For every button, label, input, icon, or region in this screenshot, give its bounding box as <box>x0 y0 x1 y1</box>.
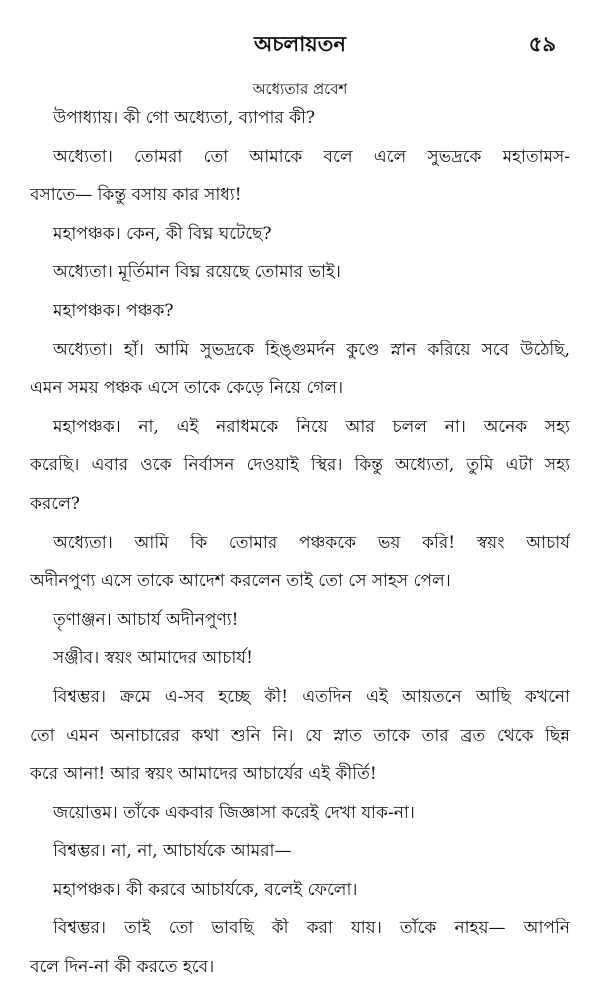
dialogue-line-continuation: করেছি। এবার ওকে নির্বাসন দেওয়াই স্থির। কিন্তু অধ্যেতা, তুমি এটা সহ্য <box>30 455 570 476</box>
stage-direction: অধ্যেতার প্রবেশ <box>252 80 348 98</box>
dialogue-line: তৃণাঞ্জন। আচার্য অদীনপুণ্য! <box>53 609 239 630</box>
running-title: অচলায়তন <box>254 31 346 56</box>
dialogue-line: অধ্যেতা। হাঁ। আমি সুভদ্রকে হিঙ্গুমর্দন কুণ্ডে স্নান করিয়ে সবে উঠেছি, <box>53 339 570 360</box>
page-number: ৫৯ <box>528 31 556 56</box>
dialogue-line: বিশ্বম্ভর। ক্রমে এ-সব হচ্ছে কী! এতদিন এই আয়তনে আছি কখনো <box>53 686 570 707</box>
page-header <box>0 24 600 58</box>
dialogue-line: অধ্যেতা। তোমরা তো আমাকে বলে এলে সুভদ্রকে মহাতামস- <box>53 146 570 167</box>
play-text <box>30 108 570 996</box>
dialogue-line-continuation: করে আনা! আর স্বয়ং আমাদের আচার্যের এই কীর্তি! <box>30 764 377 785</box>
dialogue-line: মহাপঞ্চক। কী করবে আচার্যকে, বলেই ফেলো। <box>53 879 358 900</box>
dialogue-line-continuation: তো এমন অনাচারের কথা শুনি নি। যে স্নাত তাকে তার ব্রত থেকে ছিন্ন <box>30 725 570 746</box>
dialogue-line: সঞ্জীব। স্বয়ং আমাদের আচার্য! <box>53 648 253 669</box>
dialogue-line: বিশ্বম্ভর। না, না, আচার্যকে আমরা— <box>53 841 292 862</box>
dialogue-line: মহাপঞ্চক। না, এই নরাধমকে নিয়ে আর চলল না। অনেক সহ্য <box>53 416 570 437</box>
dialogue-line-continuation: এমন সময় পঞ্চক এসে তাকে কেড়ে নিয়ে গেল। <box>30 378 344 399</box>
dialogue-line: জয়োত্তম। তাঁকে একবার জিজ্ঞাসা করেই দেখা যাক-না। <box>53 802 415 823</box>
dialogue-line: মহাপঞ্চক। পঞ্চক? <box>53 300 174 321</box>
dialogue-line: বিশ্বম্ভর। তাই তো ভাবছি কী করা যায়। তাঁকে নাহয়— আপনি <box>53 918 570 939</box>
dialogue-line: অধ্যেতা। মূর্তিমান বিঘ্ন রয়েছে তোমার ভাই। <box>53 262 341 283</box>
dialogue-line-continuation: অদীনপুণ্য এসে তাকে আদেশ করলেন তাই তো সে সাহস পেল। <box>30 571 451 592</box>
dialogue-line: মহাপঞ্চক। কেন, কী বিঘ্ন ঘটেছে? <box>53 223 272 244</box>
dialogue-line-continuation: করলে? <box>30 493 80 514</box>
dialogue-line: উপাধ্যায়। কী গো অধ্যেতা, ব্যাপার কী? <box>53 108 316 128</box>
dialogue-line-continuation: বলে দিন-না কী করতে হবে। <box>30 957 215 978</box>
dialogue-line: অধ্যেতা। আমি কি তোমার পঞ্চককে ভয় করি! স্বয়ং আচার্য <box>53 532 570 553</box>
dialogue-line-continuation: বসাতে— কিন্তু বসায় কার সাধ্য! <box>30 185 242 206</box>
